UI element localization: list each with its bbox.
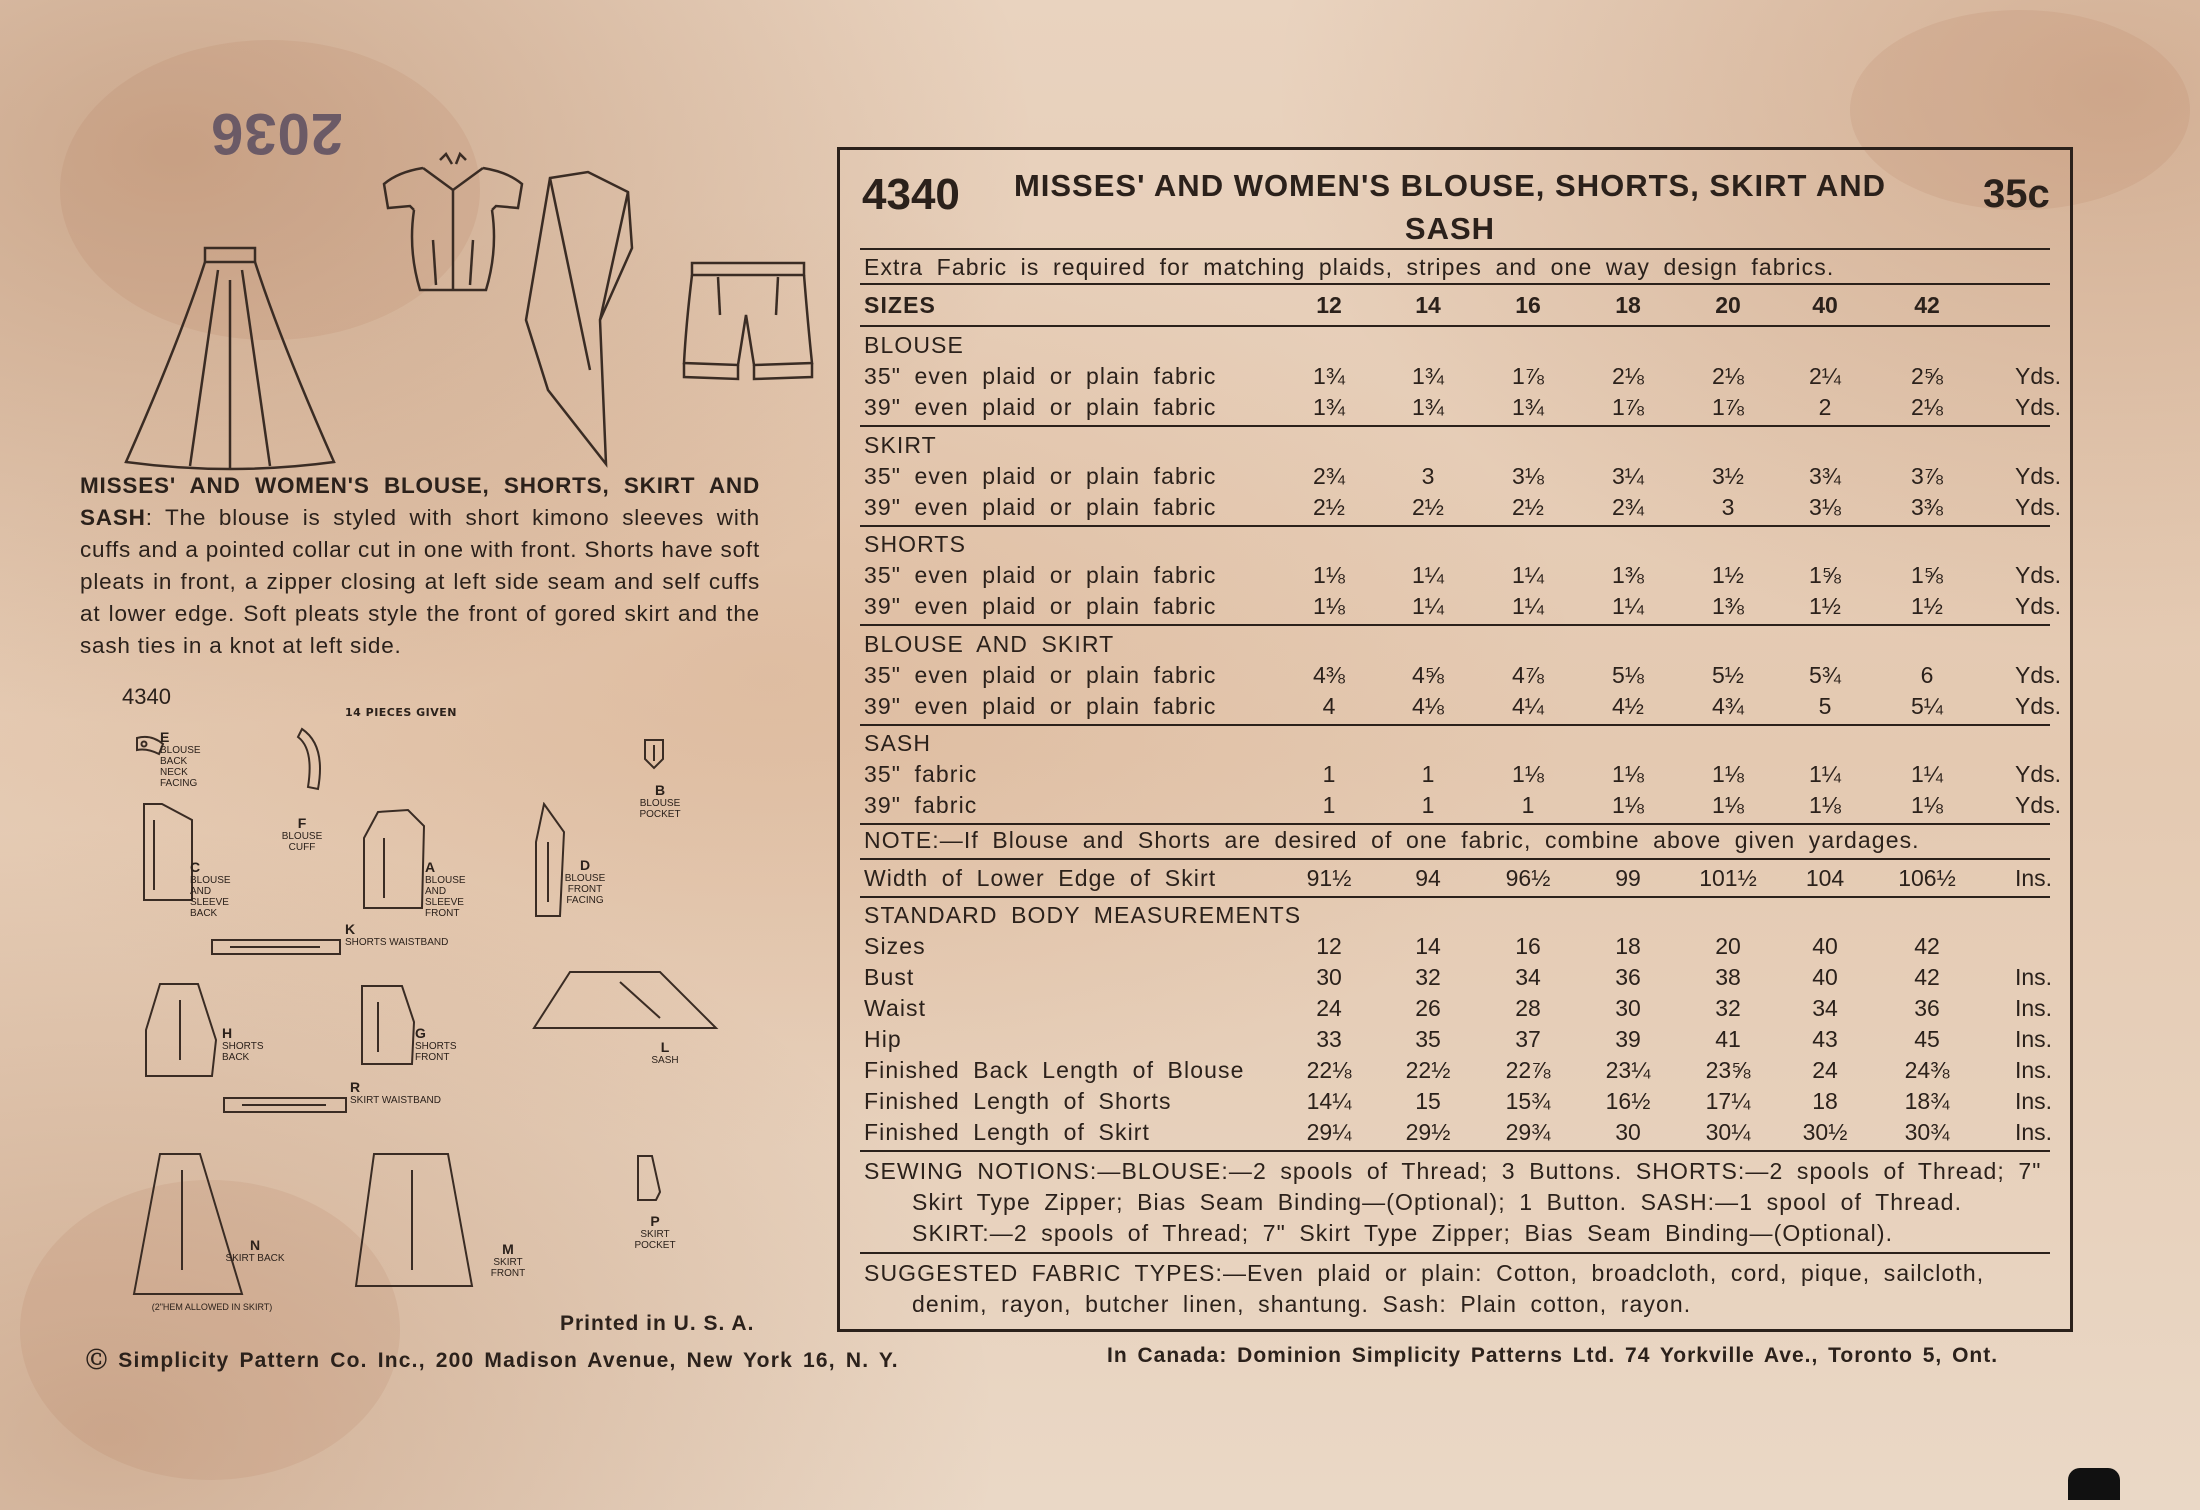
divider [860,1150,2050,1152]
body-row-label: Finished Length of Skirt [864,1119,1151,1145]
pieces-given-label: 14 PIECES GIVEN [345,706,457,719]
hem-width-value: 94 [1415,865,1441,891]
body-measurements-title: STANDARD BODY MEASUREMENTS [864,902,1302,928]
body-row-value: 30 [1615,995,1641,1021]
body-row-unit: Ins. [2015,1057,2053,1083]
fabric-row-unit: Yds. [2015,363,2062,389]
hem-width-value: 91½ [1306,865,1352,891]
fabric-row-value: 1⅜ [1612,562,1644,588]
fabric-row-value: 3⅞ [1911,463,1943,489]
fabric-row-value: 1⅛ [1612,761,1644,787]
fabric-row-value: 4¼ [1512,693,1544,719]
section-title: SASH [864,730,932,756]
fabric-row-value: 1½ [1809,593,1841,619]
fabric-row-value: 5⅛ [1612,662,1644,688]
body-row-value: 24 [1812,1057,1838,1083]
body-row-value: 14 [1415,933,1441,959]
body-row-value: 26 [1415,995,1441,1021]
body-row-value: 33 [1316,1026,1342,1052]
fabric-row-value: 2⅛ [1612,363,1644,389]
piece-c-shape [138,800,198,906]
body-row-unit: Ins. [2015,995,2053,1021]
fabric-row-value: 1 [1322,792,1336,818]
piece-label-a: A BLOUSE AND SLEEVE FRONT [425,859,466,919]
body-row-value: 15 [1415,1088,1441,1114]
fabric-types-line: denim, rayon, butcher linen, shantung. Sash: Plain cotton, rayon. [912,1291,1692,1317]
fabric-row-label: 35" even plaid or plain fabric [864,662,1217,688]
body-row-unit: Ins. [2015,1026,2053,1052]
body-row-value: 35 [1415,1026,1441,1052]
sewing-notions-line: SKIRT:—2 spools of Thread; 7" Skirt Type Zipper; Bias Seam Binding—(Optional). [912,1220,1894,1246]
pattern-price: 35c [1983,172,2050,216]
piece-r-shape [222,1096,348,1114]
blouse-illustration [378,150,528,298]
body-row-value: 30½ [1802,1119,1848,1145]
body-row-value: 37 [1515,1026,1541,1052]
fabric-row-value: 3¾ [1809,463,1841,489]
fabric-row-value: 3⅜ [1911,494,1943,520]
fabric-row-value: 2¾ [1612,494,1644,520]
body-row-value: 36 [1615,964,1641,990]
section-title: SKIRT [864,432,937,458]
size-header: 12 [1316,292,1342,318]
fabric-row-value: 1½ [1911,593,1943,619]
fabric-row-label: 35" even plaid or plain fabric [864,363,1217,389]
divider [860,858,2050,860]
fabric-row-value: 2⅝ [1911,363,1943,389]
fabric-row-value: 1⅝ [1809,562,1841,588]
body-row-value: 23¼ [1605,1057,1651,1083]
body-row-value: 32 [1415,964,1441,990]
fabric-row-value: 4⅞ [1512,662,1544,688]
shorts-illustration [678,255,818,385]
fabric-row-value: 1¼ [1809,761,1841,787]
fabric-row-unit: Yds. [2015,792,2062,818]
piece-label-e: E BLOUSE BACK NECK FACING [160,729,201,789]
table-pattern-number: 4340 [862,170,960,219]
combine-note: NOTE:—If Blouse and Shorts are desired of one fabric, combine above given yardages. [864,827,1920,853]
piece-f-shape [296,725,336,795]
fabric-row-value: 1¾ [1313,394,1345,420]
fabric-row-value: 1⅛ [1313,562,1345,588]
fabric-row-value: 1 [1322,761,1336,787]
piece-label-l: L SASH [651,1039,679,1066]
body-row-value: 30¾ [1904,1119,1950,1145]
body-row-value: 24⅜ [1904,1057,1950,1083]
piece-k-shape [210,938,342,956]
description-body: : The blouse is styled with short kimono sleeves with cuffs and a pointed collar cut in one with front. Shorts have soft pleats in front, a zipper closing at left side seam and self cuffs at lower edge. Soft pleats style the front of gored skirt and the sash ties in a knot at left side. [80,505,760,658]
fabric-row-value: 1⅛ [1712,761,1744,787]
fabric-row-value: 2 [1818,394,1832,420]
fabric-row-unit: Yds. [2015,463,2062,489]
body-row-label: Finished Length of Shorts [864,1088,1172,1114]
body-row-value: 16½ [1605,1088,1651,1114]
piece-label-k: K SHORTS WAISTBAND [345,921,449,948]
fabric-row-unit: Yds. [2015,494,2062,520]
yardage-table [837,147,2073,1332]
fabric-row-value: 4¾ [1712,693,1744,719]
divider [860,1252,2050,1254]
divider [860,325,2050,327]
divider [860,283,2050,285]
piece-label-d: D BLOUSE FRONT FACING [564,857,606,906]
sewing-notions-line: SEWING NOTIONS:—BLOUSE:—2 spools of Thread; 3 Buttons. SHORTS:—2 spools of Thread; 7" [864,1158,2042,1184]
fabric-row-value: 3½ [1712,463,1744,489]
piece-label-f: F BLOUSE CUFF [281,815,323,853]
fabric-row-value: 1⅜ [1712,593,1744,619]
body-row-value: 30¼ [1705,1119,1751,1145]
body-row-value: 15¾ [1505,1088,1551,1114]
fabric-row-label: 39" even plaid or plain fabric [864,494,1217,520]
description-pattern-number: 4340 [122,684,171,709]
fabric-row-value: 2½ [1512,494,1544,520]
fabric-row-label: 39" even plaid or plain fabric [864,693,1217,719]
fabric-row-unit: Yds. [2015,662,2062,688]
fabric-row-unit: Yds. [2015,562,2062,588]
piece-label-p: P SKIRT POCKET [634,1213,676,1251]
piece-label-n: N SKIRT BACK [225,1237,285,1264]
section-title: SHORTS [864,531,967,557]
skirt-illustration [120,240,340,470]
hem-width-value: 99 [1615,865,1641,891]
description-heading: MISSES' AND WOMEN'S BLOUSE, SHORTS, SKIRT AND SASH [80,473,760,530]
body-row-value: 42 [1914,964,1940,990]
body-row-value: 18¾ [1904,1088,1950,1114]
fabric-row-value: 1¾ [1512,394,1544,420]
fabric-row-label: 35" fabric [864,761,978,787]
section-title: BLOUSE AND SKIRT [864,631,1115,657]
body-row-value: 22⅞ [1505,1057,1551,1083]
fabric-row-value: 1⅛ [1809,792,1841,818]
body-row-unit: Ins. [2015,1119,2053,1145]
body-row-label: Hip [864,1026,902,1052]
piece-p-shape [634,1152,664,1204]
fabric-row-value: 1¼ [1911,761,1943,787]
piece-label-b: B BLOUSE POCKET [639,782,681,820]
fabric-row-value: 4⅛ [1412,693,1444,719]
fabric-row-value: 5¼ [1911,693,1943,719]
fabric-row-value: 1¾ [1412,394,1444,420]
body-row-value: 40 [1812,933,1838,959]
fabric-row-value: 1 [1421,761,1435,787]
piece-b-shape [642,737,666,771]
fabric-row-value: 1¾ [1313,363,1345,389]
fabric-row-unit: Yds. [2015,761,2062,787]
divider [860,896,2050,898]
body-row-value: 14¼ [1306,1088,1352,1114]
piece-m-shape [352,1150,477,1290]
body-row-value: 29¾ [1505,1119,1551,1145]
size-header: 20 [1715,292,1741,318]
body-row-label: Finished Back Length of Blouse [864,1057,1245,1083]
fabric-row-value: 2½ [1313,494,1345,520]
piece-label-r: R SKIRT WAISTBAND [350,1079,441,1106]
body-row-value: 39 [1615,1026,1641,1052]
fabric-row-value: 1 [1521,792,1535,818]
body-row-unit: Ins. [2015,964,2053,990]
fabric-row-value: 1⅞ [1612,394,1644,420]
body-row-value: 34 [1812,995,1838,1021]
fabric-row-value: 1⅛ [1712,792,1744,818]
fabric-row-label: 39" even plaid or plain fabric [864,394,1217,420]
fabric-row-value: 1¾ [1412,363,1444,389]
printed-in-usa: Printed in U. S. A. [560,1312,755,1335]
divider [860,624,2050,626]
fabric-types-line: SUGGESTED FABRIC TYPES:—Even plaid or plain: Cotton, broadcloth, cord, pique, sailcloth, [864,1260,1985,1286]
body-row-value: 32 [1715,995,1741,1021]
fabric-row-value: 3 [1421,463,1435,489]
body-row-value: 22⅛ [1306,1057,1352,1083]
piece-label-g: G SHORTS FRONT [415,1025,457,1063]
body-row-value: 17¼ [1705,1088,1751,1114]
body-row-value: 24 [1316,995,1342,1021]
body-row-value: 30 [1615,1119,1641,1145]
divider [860,724,2050,726]
fabric-row-label: 39" fabric [864,792,978,818]
fabric-row-value: 1⅛ [1512,761,1544,787]
corner-mark [2068,1468,2120,1500]
canada-address: In Canada: Dominion Simplicity Patterns Ltd. 74 Yorkville Ave., Toronto 5, Ont. [1107,1344,1999,1367]
fabric-row-value: 1 [1421,792,1435,818]
body-row-value: 29½ [1405,1119,1451,1145]
body-row-value: 34 [1515,964,1541,990]
sewing-notions-line: Skirt Type Zipper; Bias Seam Binding—(Optional); 1 Button. SASH:—1 spool of Thread. [912,1189,1963,1215]
hem-allowance-note: (2"HEM ALLOWED IN SKIRT) [151,1302,273,1312]
fabric-row-value: 1⅞ [1712,394,1744,420]
fabric-row-value: 2¼ [1809,363,1841,389]
fabric-row-value: 1¼ [1512,562,1544,588]
body-row-value: 42 [1914,933,1940,959]
body-row-value: 12 [1316,933,1342,959]
fabric-row-value: 3 [1721,494,1735,520]
piece-l-shape [530,968,720,1032]
body-row-value: 36 [1914,995,1940,1021]
table-title: MISSES' AND WOMEN'S BLOUSE, SHORTS, SKIRT AND SASH [1013,168,1887,246]
divider [860,425,2050,427]
body-row-label: Bust [864,964,915,990]
extra-fabric-note: Extra Fabric is required for matching plaids, stripes and one way design fabrics. [864,254,1835,280]
fabric-row-value: 1¼ [1612,593,1644,619]
hem-width-value: 104 [1805,865,1845,891]
body-row-value: 29¼ [1306,1119,1352,1145]
fabric-row-value: 3⅛ [1512,463,1544,489]
fabric-row-unit: Yds. [2015,693,2062,719]
hem-width-label: Width of Lower Edge of Skirt [864,865,1217,891]
piece-n-shape [130,1150,245,1298]
fabric-row-value: 3¼ [1612,463,1644,489]
piece-a-shape [358,808,428,914]
body-row-value: 20 [1715,933,1741,959]
fabric-row-value: 5½ [1712,662,1744,688]
fabric-row-value: 1⅝ [1911,562,1943,588]
fabric-row-label: 35" even plaid or plain fabric [864,562,1217,588]
fabric-row-value: 1⅛ [1612,792,1644,818]
body-row-value: 30 [1316,964,1342,990]
body-row-value: 38 [1715,964,1741,990]
fabric-row-value: 5¾ [1809,662,1841,688]
piece-g-shape [358,982,418,1068]
fabric-row-value: 4⅜ [1313,662,1345,688]
fabric-row-value: 2⅛ [1712,363,1744,389]
fabric-row-value: 1¼ [1512,593,1544,619]
piece-h-shape [140,980,220,1080]
fabric-row-value: 1½ [1712,562,1744,588]
hem-width-value: 96½ [1505,865,1551,891]
size-header: 14 [1415,292,1441,318]
piece-label-c: C BLOUSE AND SLEEVE BACK [190,859,231,919]
divider [860,248,2050,250]
copyright-line: Ⓒ Simplicity Pattern Co. Inc., 200 Madison Avenue, New York 16, N. Y. [86,1349,899,1372]
body-row-value: 40 [1812,964,1838,990]
fabric-row-unit: Yds. [2015,394,2062,420]
fabric-row-value: 1⅛ [1911,792,1943,818]
fabric-row-label: 35" even plaid or plain fabric [864,463,1217,489]
pattern-description [80,470,760,662]
body-row-value: 41 [1715,1026,1741,1052]
body-row-value: 18 [1812,1088,1838,1114]
hem-width-value: 106½ [1898,865,1956,891]
body-row-value: 23⅝ [1705,1057,1751,1083]
body-row-value: 22½ [1405,1057,1451,1083]
divider [860,525,2050,527]
body-row-label: Waist [864,995,927,1021]
fabric-row-label: 39" even plaid or plain fabric [864,593,1217,619]
size-header: 18 [1615,292,1641,318]
fabric-row-value: 1¼ [1412,593,1444,619]
size-header: 42 [1914,292,1940,318]
fabric-row-value: 3⅛ [1809,494,1841,520]
fabric-row-value: 4⅝ [1412,662,1444,688]
piece-label-m: M SKIRT FRONT [490,1241,526,1279]
fabric-row-value: 2½ [1412,494,1444,520]
fabric-row-value: 2⅛ [1911,394,1943,420]
fabric-row-value: 4 [1322,693,1336,719]
section-title: BLOUSE [864,332,964,358]
fabric-row-value: 6 [1920,662,1934,688]
body-row-value: 43 [1812,1026,1838,1052]
body-row-value: 16 [1515,933,1541,959]
fabric-row-value: 1⅞ [1512,363,1544,389]
body-row-unit: Ins. [2015,1088,2053,1114]
sizes-label: SIZES [864,292,936,318]
body-row-value: 45 [1914,1026,1940,1052]
fabric-row-unit: Yds. [2015,593,2062,619]
pattern-number-stamp: 2036 [210,101,344,166]
piece-label-h: H SHORTS BACK [222,1025,264,1063]
fabric-row-value: 1⅛ [1313,593,1345,619]
hem-width-unit: Ins. [2015,865,2053,891]
body-row-label: Sizes [864,933,926,959]
body-row-value: 28 [1515,995,1541,1021]
body-row-value: 18 [1615,933,1641,959]
sash-illustration [520,170,640,470]
fabric-row-value: 5 [1818,693,1832,719]
hem-width-value: 101½ [1699,865,1757,891]
fabric-row-value: 2¾ [1313,463,1345,489]
size-header: 16 [1515,292,1541,318]
fabric-row-value: 4½ [1612,693,1644,719]
size-header: 40 [1812,292,1838,318]
fabric-row-value: 1¼ [1412,562,1444,588]
